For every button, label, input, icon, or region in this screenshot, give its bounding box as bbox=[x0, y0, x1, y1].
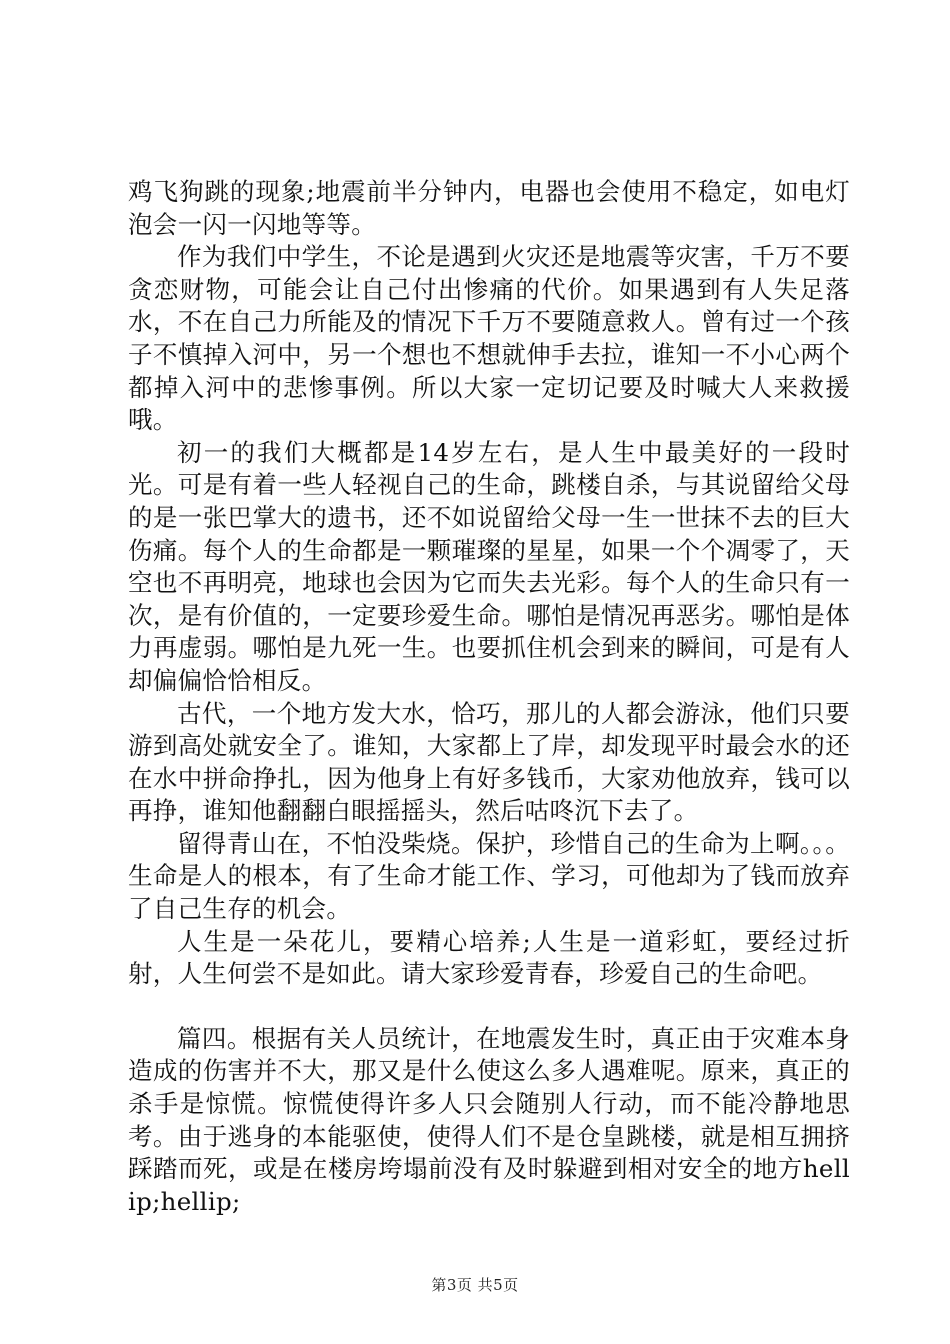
document-body bbox=[128, 176, 850, 1218]
page-number-footer: 第3页 共5页 bbox=[431, 1276, 519, 1294]
paragraph-proverb: 留得青山在，不怕没柴烧。保护，珍惜自己的生命为上啊。。。生命是人的根本，有了生命才能工作、学习，可他却为了钱而放弃了自己生存的机会。 bbox=[128, 828, 850, 924]
paragraph-conclusion: 人生是一朵花儿，要精心培养;人生是一道彩虹，要经过折射，人生何尝不是如此。请大家珍爱青春，珍爱自己的生命吧。 bbox=[128, 926, 850, 989]
paragraph-part-four: 篇四。根据有关人员统计，在地震发生时，真正由于灾难本身造成的伤害并不大，那又是什么使这么多人遇难呢。原来，真正的杀手是惊慌。惊慌使得许多人只会随别人行动，而不能冷静地思考。由于逃身的本能驱使，使得人们不是仓皇跳楼，就是相互拥挤踩踏而死，或是在楼房垮塌前没有及时躲避到相对安全的地方hellip;hellip; bbox=[128, 1023, 850, 1216]
paragraph-flood-story: 古代，一个地方发大水，恰巧，那儿的人都会游泳，他们只要游到高处就安全了。谁知，大家都上了岸，却发现平时最会水的还在水中拼命挣扎，因为他身上有好多钱币，大家劝他放弃，钱可以再挣，谁知他翻翻白眼摇摇头，然后咕咚沉下去了。 bbox=[128, 698, 850, 826]
paragraph-continuation: 鸡飞狗跳的现象;地震前半分钟内，电器也会使用不稳定，如电灯泡会一闪一闪地等等。 bbox=[128, 177, 850, 239]
paragraph-cherish-life: 初一的我们大概都是14岁左右，是人生中最美好的一段时光。可是有着一些人轻视自己的生命，跳楼自杀，与其说留给父母的是一张巴掌大的遗书，还不如说留给父母一生一世抹不去的巨大伤痛。每个人的生命都是一颗璀璨的星星，如果一个个凋零了，天空也不再明亮，地球也会因为它而失去光彩。每个人的生命只有一次，是有价值的，一定要珍爱生命。哪怕是情况再恶劣。哪怕是体力再虚弱。哪怕是九死一生。也要抓住机会到来的瞬间，可是有人却偏偏恰恰相反。 bbox=[128, 437, 850, 695]
paragraph-safety-advice: 作为我们中学生，不论是遇到火灾还是地震等灾害，千万不要贪恋财物，可能会让自己付出惨痛的代价。如果遇到有人失足落水，不在自己力所能及的情况下千万不要随意救人。曾有过一个孩子不慎掉入河中，另一个想也不想就伸手去拉，谁知一不小心两个都掉入河中的悲惨事例。所以大家一定切记要及时喊大人来救援哦。 bbox=[128, 242, 850, 435]
